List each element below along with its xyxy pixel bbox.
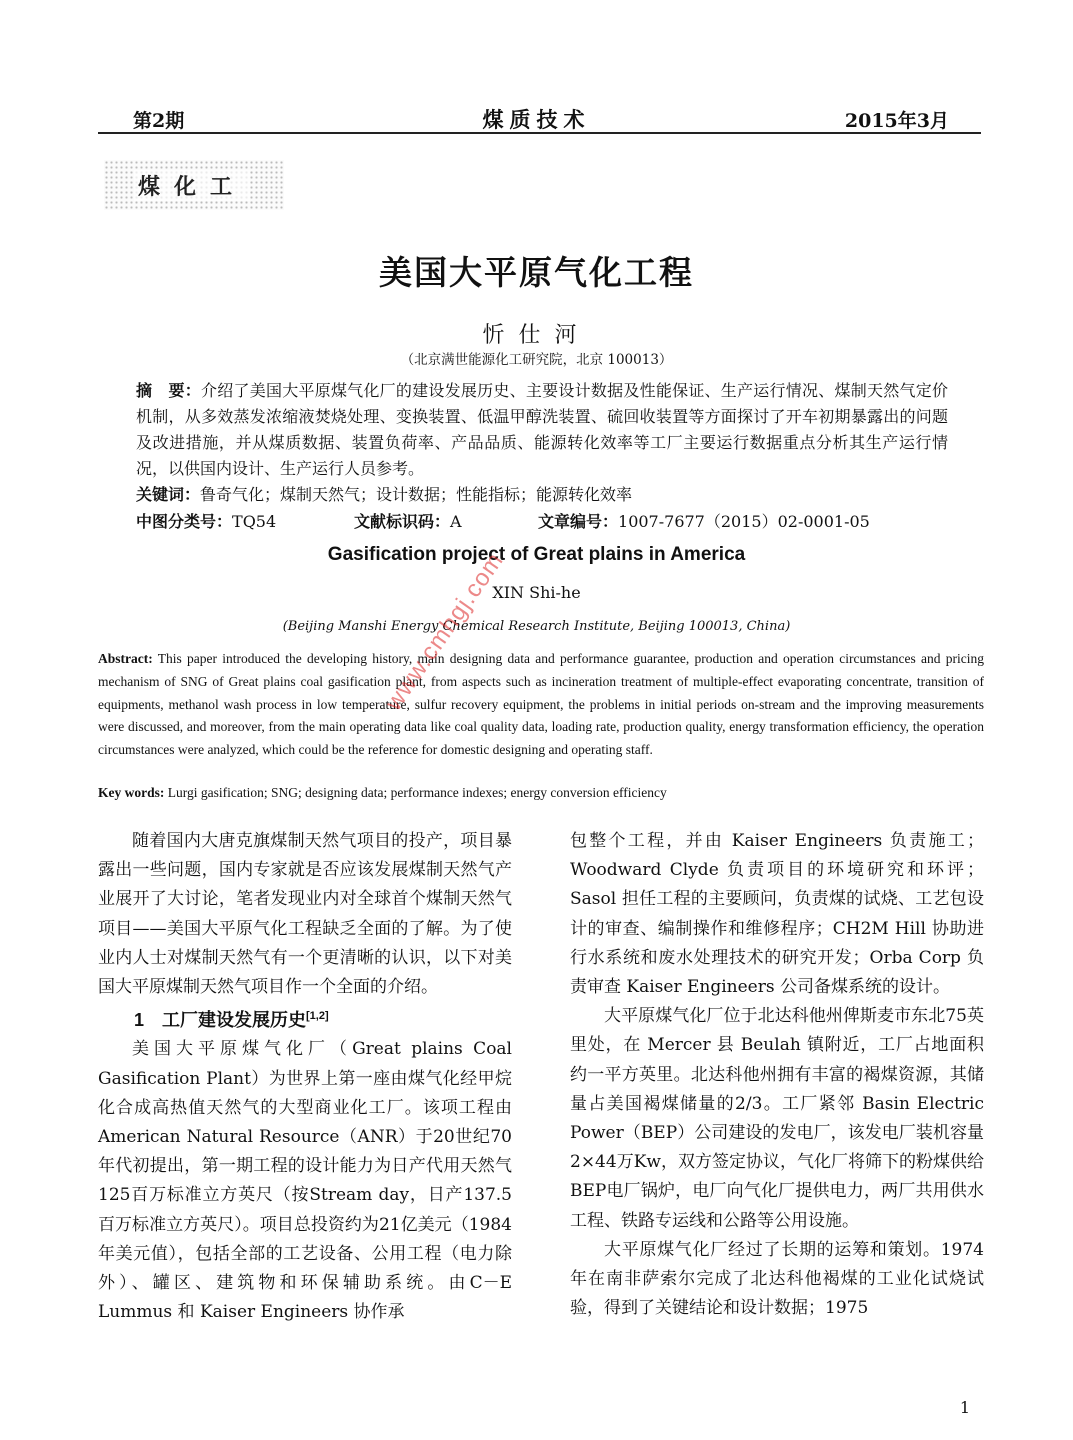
- paragraph: 美国大平原煤气化厂（Great plains Coal Gasification Plant）为世界上第一座由煤气化经甲烷化合成高热值天然气的大型商业化工厂。该项工程由 American Natural Resource（ANR）于20世纪70年代初提出，第一期工程的设计能力为日产代用天然气125百万标准立方英尺（按Stream day，日产137.5百万标准立方英尺）。项目总投资约为21亿美元（1984年美元值），包括全部的工艺设备、公用工程（电力除外）、罐区、建筑物和环保辅助系统。由C－E Lummus 和 Kaiser Engineers 协作承: [98, 1039, 512, 1323]
- journal-name: 煤质技术: [482, 107, 591, 132]
- body-column-left: [98, 827, 512, 1327]
- issue-date: 2015年3月: [844, 110, 949, 132]
- abstract-en-label: Abstract:: [98, 651, 153, 666]
- paragraph: 包整个工程，并由 Kaiser Engineers 负责施工；Woodward Clyde 负责项目的环境研究和环评；Sasol 担任工程的主要顾问，负责煤的试烧、工艺包设计的审查、编制操作和维修程序；CH2M Hill 协助进行水系统和废水处理技术的研究开发；Orba Corp 负责审查 Kaiser Engineers 公司备煤系统的设计。: [570, 831, 984, 998]
- section-tag: [104, 160, 284, 210]
- section-heading: [98, 1002, 512, 1035]
- abstract-en-text: This paper introduced the developing history, main designing data and performance guarantee, production and operation circumstances and pricing mechanism of SNG of Great plains coal gasification plant, from aspects such as incineration treatment of multiple-effect evaporating concentrate, transition of equipments, methanol wash process in low temperature, sulfur recovery equipment, the problems in initial periods on-stream and the improving measurements were discussed, and moreover, from the main operating data like coal quality data, loading rate, production quality, energy transformation efficiency, the operation circumstances were analyzed, which could be the reference for domestic designing and operating staff.: [98, 651, 984, 758]
- doc-code-label: 文献标识码：: [354, 512, 451, 531]
- abstract-cn-label: 摘 要：: [136, 381, 201, 400]
- keywords-cn-text: 鲁奇气化；煤制天然气；设计数据；性能指标；能源转化效率: [200, 485, 633, 504]
- article-number-label: 文章编号：: [538, 512, 619, 531]
- affiliation-en: (Beijing Manshi Energy Chemical Research Institute, Beijing 100013, China): [282, 619, 791, 634]
- abstract-cn-text: 介绍了美国大平原煤气化厂的建设发展历史、主要设计数据及性能保证、生产运行情况、煤制天然气定价机制，从多效蒸发浓缩液焚烧处理、变换装置、低温甲醇洗装置、硫回收装置等方面探讨了开车初期暴露出的问题及改进措施，并从煤质数据、装置负荷率、产品品质、能源转化效率等工厂主要运行数据重点分析其生产运行情况，以供国内设计、生产运行人员参考。: [136, 381, 948, 478]
- keywords-cn: [136, 482, 632, 505]
- page-number: 1: [959, 1398, 970, 1417]
- section-tag-label: 煤化工: [134, 170, 250, 201]
- paper-title-en: Gasification project of Great plains in America: [327, 544, 746, 565]
- clc-value: TQ54: [232, 512, 277, 531]
- doc-code-value: A: [450, 512, 462, 531]
- paragraph: 大平原煤气化厂位于北达科他州俾斯麦市东北75英里处，在 Mercer 县 Beulah 镇附近，工厂占地面积约一平方英里。北达科他州拥有丰富的褐煤资源，其储量占美国褐煤储量的2/3。工厂紧邻 Basin Electric Power（BEP）公司建设的发电厂，该发电厂装机容量2×44万Kw，双方签定协议，气化厂将筛下的粉煤供给BEP电厂锅炉，电厂向气化厂提供电力，两厂共用供水工程、铁路专运线和公路等公用设施。: [570, 1006, 984, 1231]
- keywords-en: [98, 785, 984, 801]
- doc-code-field: [354, 509, 462, 532]
- keywords-en-label: Key words:: [98, 785, 165, 800]
- keywords-cn-label: 关键词：: [136, 485, 201, 504]
- body-column-right: [570, 827, 984, 1323]
- clc-label: 中图分类号：: [136, 512, 233, 531]
- abstract-cn: [136, 378, 948, 482]
- author-cn: 忻仕河: [482, 323, 591, 348]
- watermark: www.cmhgj.com: [380, 547, 510, 716]
- clc-field: [136, 509, 276, 532]
- paper-title-cn: 美国大平原气化工程: [379, 253, 694, 292]
- affiliation-cn: （北京满世能源化工研究院，北京 100013）: [400, 352, 673, 368]
- article-number-value: 1007-7677（2015）02-0001-05: [618, 512, 870, 531]
- section-heading-ref: [1,2]: [306, 1010, 329, 1023]
- keywords-en-text: Lurgi gasification; SNG; designing data; performance indexes; energy conversion efficiency: [164, 785, 667, 800]
- abstract-en: [98, 648, 984, 762]
- section-heading-text: 1 工厂建设发展历史: [134, 1010, 307, 1031]
- paragraph: 随着国内大唐克旗煤制天然气项目的投产，项目暴露出一些问题，国内专家就是否应该发展煤制天然气产业展开了大讨论，笔者发现业内对全球首个煤制天然气项目——美国大平原气化工程缺乏全面的了解。为了使业内人士对煤制天然气有一个更清晰的认识，以下对美国大平原煤制天然气项目作一个全面的介绍。: [98, 831, 512, 998]
- paragraph: 大平原煤气化厂经过了长期的运筹和策划。1974年在南非萨索尔完成了北达科他褐煤的工业化试烧试验，得到了关键结论和设计数据；1975: [570, 1239, 984, 1319]
- author-en: XIN Shi-he: [492, 583, 581, 602]
- article-number-field: [538, 509, 870, 532]
- issue-number: 第2期: [133, 110, 185, 132]
- header-rule: [98, 132, 981, 134]
